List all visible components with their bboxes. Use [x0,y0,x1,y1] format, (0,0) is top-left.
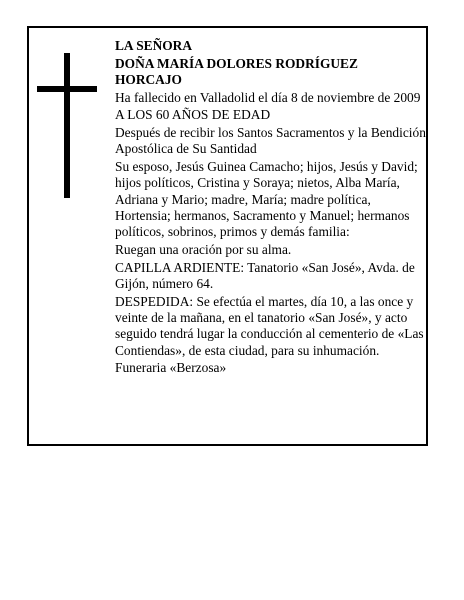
family-list: Su esposo, Jesús Guinea Camacho; hijos, Jesús y David; hijos políticos, Cristina y Soraya; nietos, Alba María, Adriana y Mario; madre, María; madre política, Hortensia; hermanos, Sacramento y Manuel; hermanos políticos, sobrinos, primos y demás familia: [115,158,418,240]
prayer-request: Ruegan una oración por su alma. [115,242,292,257]
farewell-info: DESPEDIDA: Se efectúa el martes, día 10, a las once y veinte de la mañana, en el tanatorio «San José», y acto seguido tendrá lugar la conducción al cementerio de «Las Contiendas», de esta ciudad, para su inhumación. [115,293,424,358]
chapel-info: CAPILLA ARDIENTE: Tanatorio «San José», Avda. de Gijón, número 64. [115,259,415,291]
age-line: A LOS 60 AÑOS DE EDAD [115,107,271,123]
deceased-name: DOÑA MARÍA DOLORES RODRÍGUEZ HORCAJO [115,55,358,87]
funeral-home: Funeraria «Berzosa» [115,360,227,376]
cross-icon [37,53,97,198]
obituary-text [115,38,427,378]
notice-title: LA SEÑORA [115,38,193,53]
sacraments-line: Después de recibir los Santos Sacramentos y la Bendición Apostólica de Su Santidad [115,124,426,157]
death-announcement: Ha fallecido en Valladolid el día 8 de noviembre de 2009 [115,89,421,105]
